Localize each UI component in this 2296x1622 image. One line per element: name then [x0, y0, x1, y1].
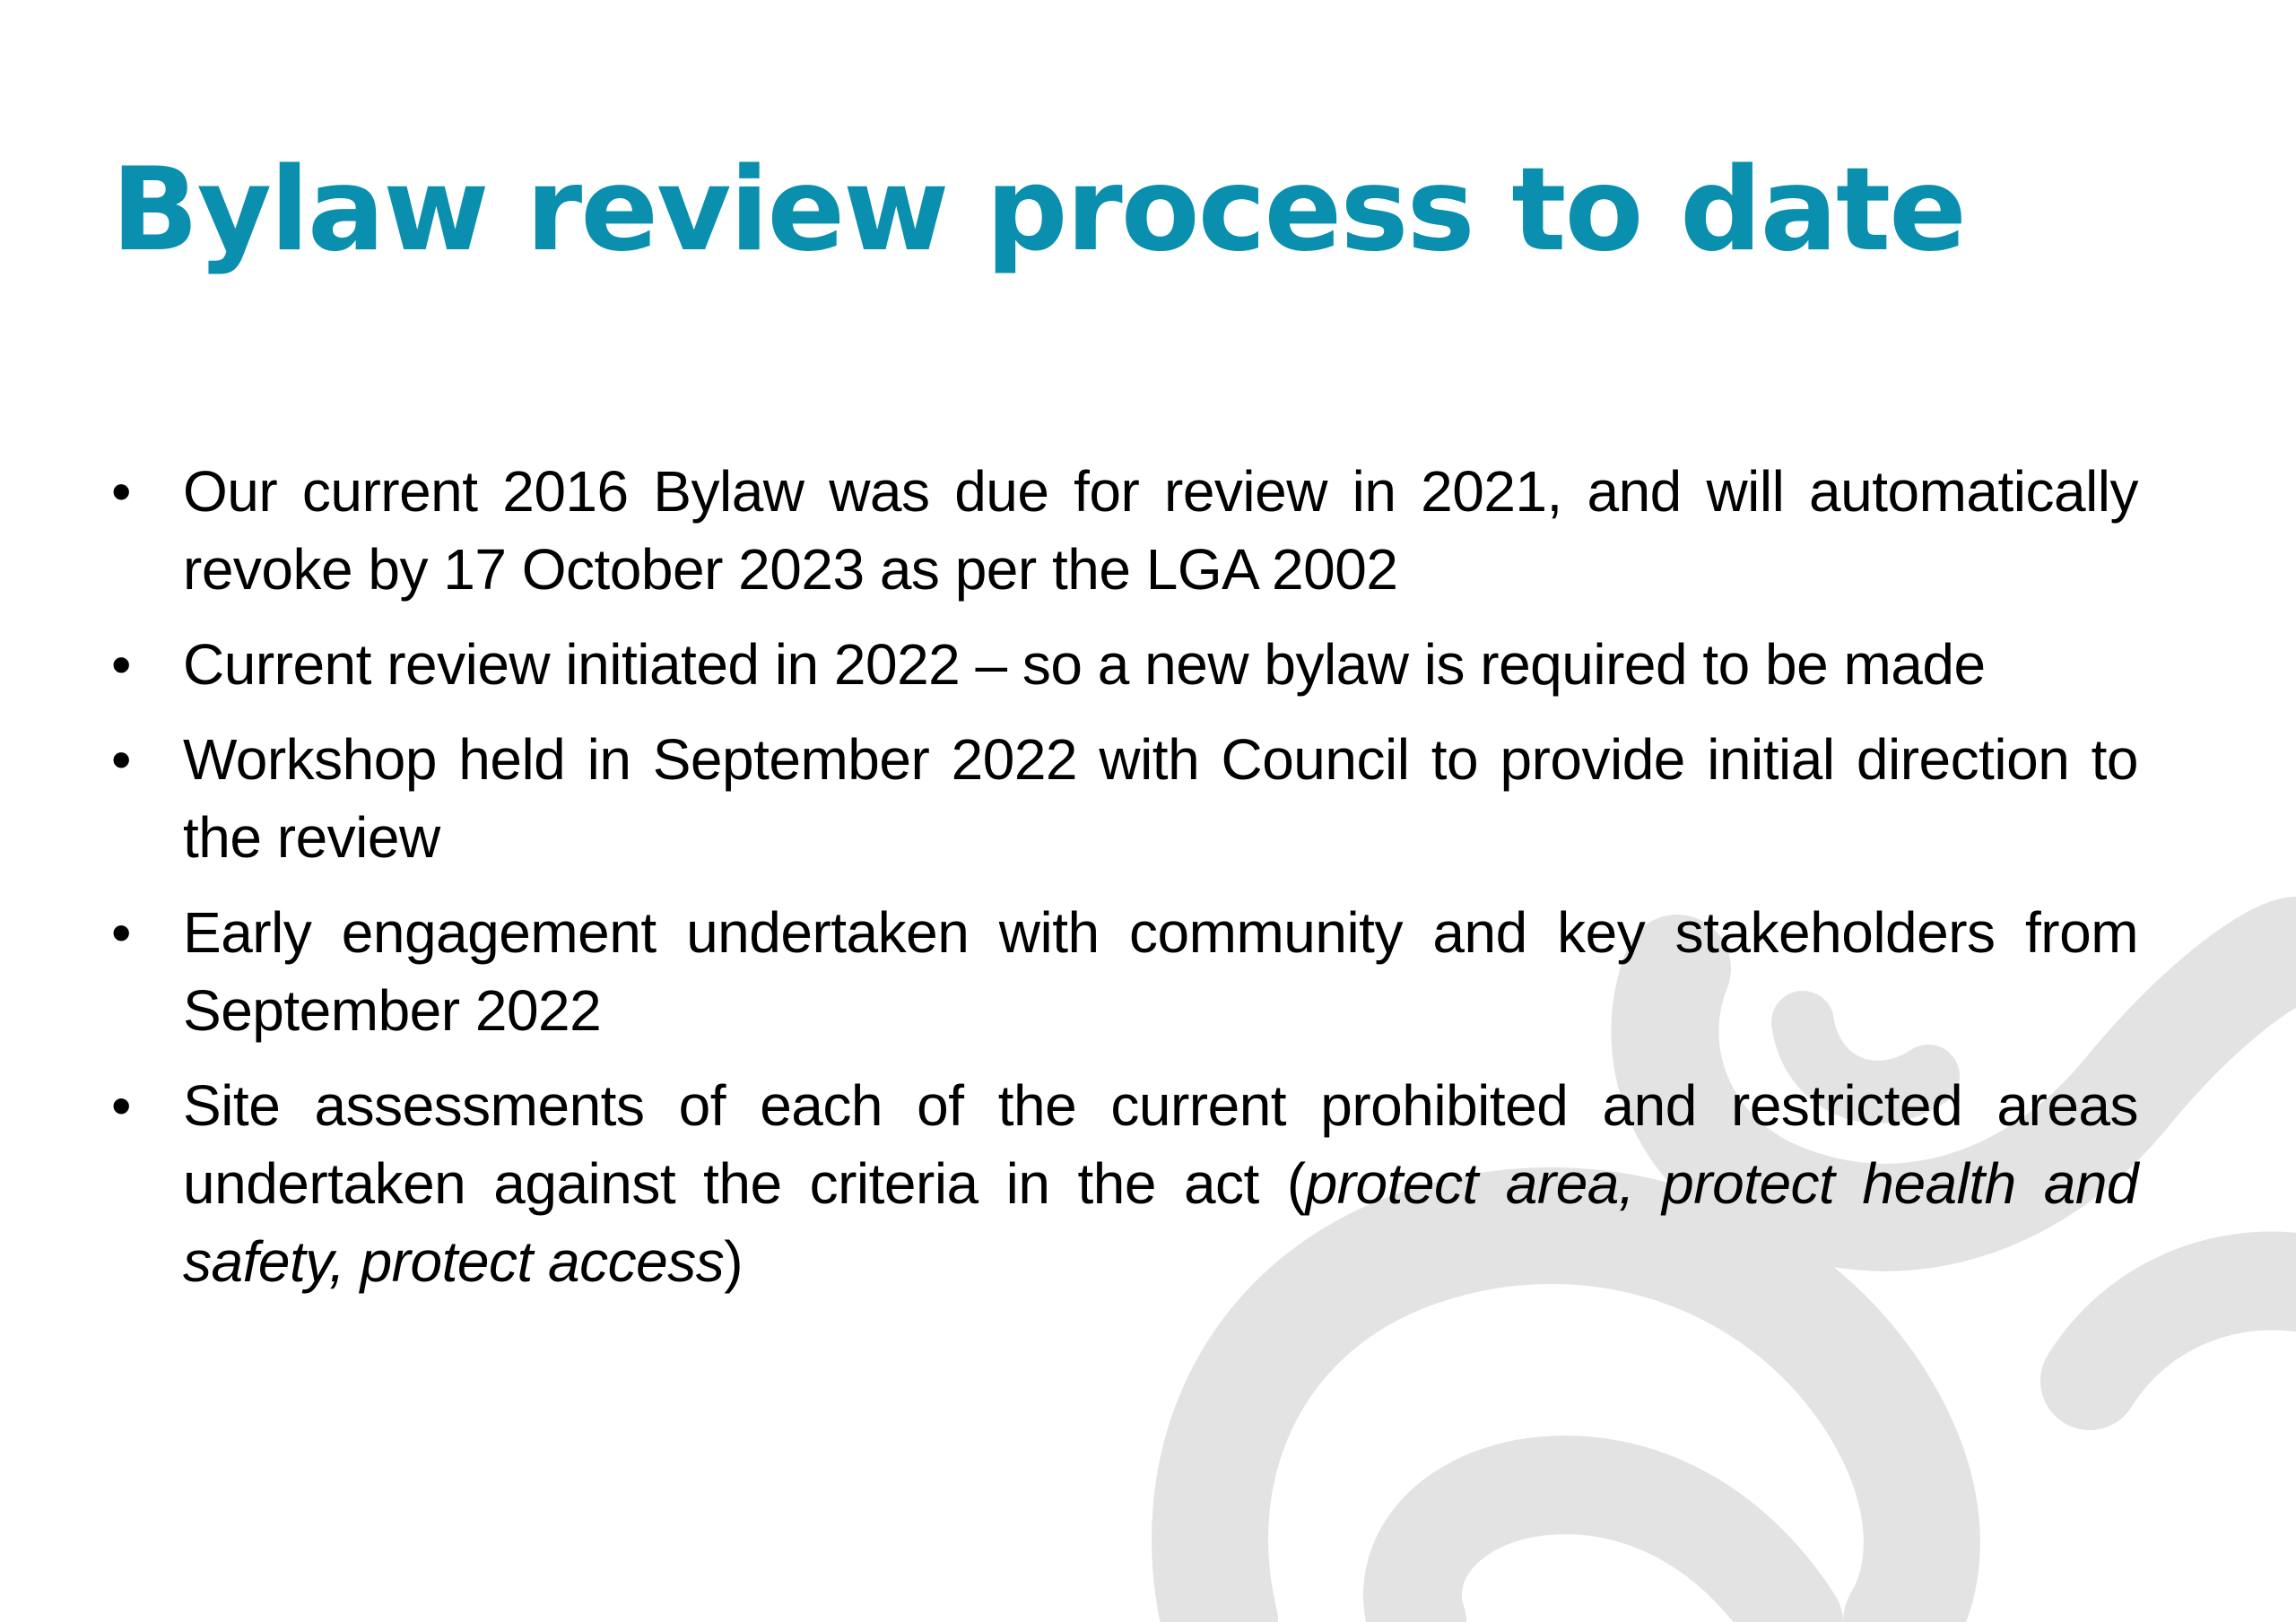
bullet-text: Site assessments of each of the current prohibited and restricted areas undertaken against the criteria in the act ( [183, 1073, 2138, 1216]
bullet-dot-icon: • [111, 727, 131, 792]
bullet-text-italic-criteria: protect area, protect health and safety, protect access [183, 1151, 2139, 1294]
bullet-list [111, 453, 2138, 1318]
slide-title: Bylaw review process to date [111, 143, 1965, 277]
bullet-text-closing: ) [724, 1229, 743, 1294]
bullet-item-site-assessments [111, 1067, 2138, 1301]
bullet-item-workshop [111, 721, 2138, 877]
bullet-text: Our current 2016 Bylaw was due for review in 2021, and will automatically revoke by 17 October 2023 as per the LGA 2002 [183, 459, 2138, 602]
bullet-text: Current review initiated in 2022 – so a new bylaw is required to be made [183, 632, 1986, 697]
bullet-text: Workshop held in September 2022 with Council to provide initial direction to the review [183, 727, 2138, 870]
bullet-text: Early engagement undertaken with community and key stakeholders from September 2022 [183, 900, 2138, 1043]
bullet-dot-icon: • [111, 900, 131, 965]
bullet-item-review-initiated [111, 626, 2138, 704]
bullet-item-early-engagement [111, 894, 2138, 1050]
bullet-dot-icon: • [111, 1073, 131, 1138]
bullet-item-review-due [111, 453, 2138, 609]
bullet-dot-icon: • [111, 459, 131, 524]
bullet-dot-icon: • [111, 632, 131, 697]
